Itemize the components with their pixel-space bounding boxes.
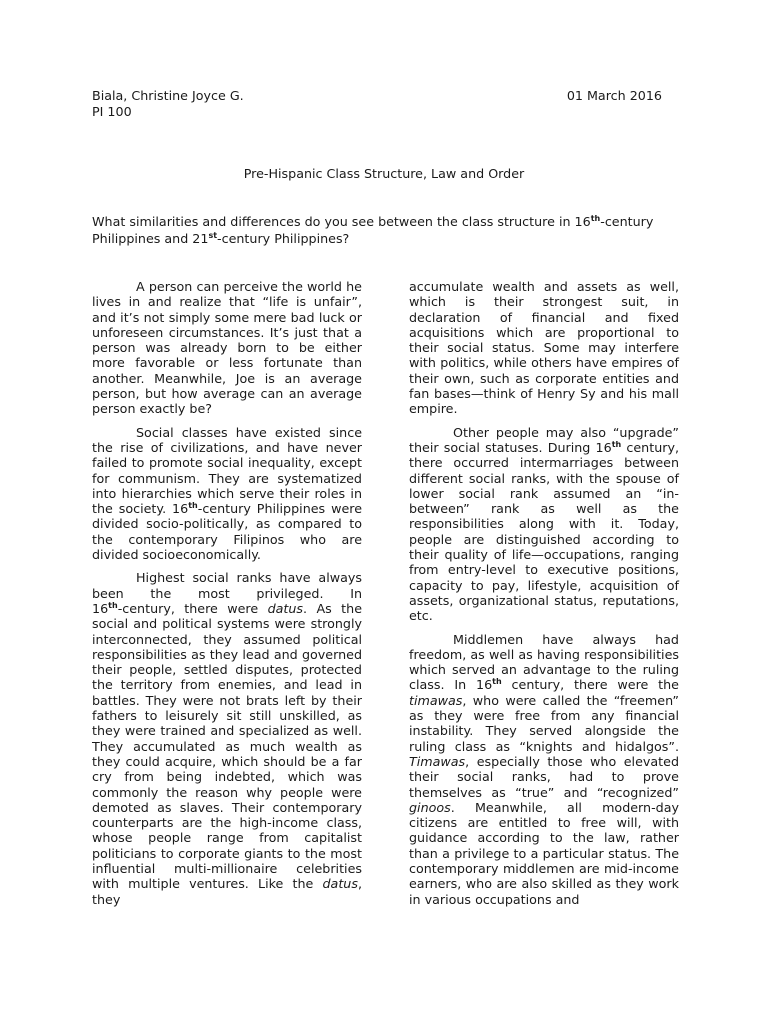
right-p2-text-a: Other people may also “upgrade” their social statuses. During 16 bbox=[409, 424, 679, 455]
left-paragraph-2 bbox=[92, 425, 362, 563]
right-p3-em-3: ginoos bbox=[409, 799, 451, 815]
left-p3-text-c: . As the social and political systems were strongly interconnected, they assumed political responsibilities as they lead and governed their people, settled disputes, protected the territory from enemies, and lead in battles. They were not brats left by their fathers to leisurely sit still unskilled, as they were trained and specialized as well. They accumulated as much wealth as they could acquire, which should be a far cry from being indebted, which was commonly the reason why people were demoted as slaves. Their contemporary counterparts are the high-income class, whose people range from capitalist politicians to corporate giants to the most influential multi-millionaire celebrities with multiple ventures. Like the bbox=[92, 600, 363, 892]
left-p3-em-2: datus bbox=[322, 876, 358, 892]
question-sup-2: st bbox=[208, 230, 218, 240]
right-paragraph-3 bbox=[409, 632, 679, 907]
right-p3-em-1: timawas bbox=[409, 692, 463, 708]
question-sup-1: th bbox=[590, 213, 601, 223]
right-p3-text-a: Middlemen have always had freedom, as well as having responsibilities which served an advantage to the ruling class. In 16 bbox=[409, 631, 679, 693]
right-p3-text-e: . Meanwhile, all modern-day citizens are entitled to free will, with guidance according to the law, rather than a privilege to a particular status. The contemporary middlemen are mid-income earners, who are also skilled as they work in various occupations and bbox=[409, 799, 679, 907]
right-p2-text-b: century, there occurred intermarriages between different social ranks, with the spouse of lower social rank assumed an “in-between” rank as well as the responsibilities along with it. Today, people are distinguished according to their quality of life—occupations, ranging from entry-level to executive positions, capacity to pay, lifestyle, acquisition of assets, organizational status, reputations, etc. bbox=[409, 439, 679, 624]
course-code: PI 100 bbox=[92, 104, 132, 119]
right-p3-text-c: , who were called the “freemen” as they were free from any financial instability. They served alongside the ruling class as “knights and hidalgos”. bbox=[409, 692, 679, 754]
document-title: Pre-Hispanic Class Structure, Law and Order bbox=[243, 166, 525, 181]
right-p3-sup: th bbox=[492, 677, 502, 687]
right-p3-em-2: Timawas bbox=[409, 753, 466, 769]
left-p3-text-b: -century, there were bbox=[117, 600, 268, 616]
right-p2-sup: th bbox=[611, 439, 622, 449]
left-p3-text-d: , they bbox=[92, 876, 362, 907]
left-p3-text-a: Highest social ranks have always been the most privileged. In 16 bbox=[92, 570, 362, 616]
question-text-c: -century Philippines? bbox=[217, 231, 350, 246]
left-p2-text-b: -century Philippines were divided socio-politically, as compared to the contemporary Filipinos who are divided socioeconomically. bbox=[92, 501, 362, 563]
left-paragraph-3 bbox=[92, 570, 362, 907]
essay-question bbox=[92, 213, 682, 247]
left-p3-sup: th bbox=[108, 600, 118, 610]
left-p3-em-1: datus bbox=[267, 600, 304, 616]
right-paragraph-2 bbox=[409, 425, 679, 624]
left-p2-text-a: Social classes have existed since the rise of civilizations, and have never failed to promote social inequality, except for communism. They are systematized into hierarchies which serve their roles in the society. 16 bbox=[92, 424, 362, 517]
right-paragraph-1: accumulate wealth and assets as well, which is their strongest suit, in declaration of financial and fixed acquisitions which are proportional to their social status. Some may interfere with politics, while others have empires of their own, such as corporate entities and fan bases—think of Henry Sy and his mall empire. bbox=[409, 279, 679, 417]
left-column bbox=[92, 279, 362, 915]
right-p3-text-d: , especially those who elevated their social ranks, had to prove themselves as “true” and “recognized” bbox=[409, 753, 679, 800]
left-p2-sup: th bbox=[188, 500, 198, 510]
right-column bbox=[409, 279, 679, 915]
left-paragraph-1: A person can perceive the world he lives in and realize that “life is unfair”, and it’s not simply some mere bad luck or unforeseen circumstances. It’s just that a person was already born to be either more favorable or less fortunate than another. Meanwhile, Joe is an average person, but how average can an average person exactly be? bbox=[92, 279, 362, 417]
author-name: Biala, Christine Joyce G. bbox=[92, 88, 244, 103]
question-text-b: -century Philippines and 21 bbox=[92, 214, 654, 246]
question-text-a: What similarities and differences do you see between the class structure in 16 bbox=[92, 214, 591, 229]
right-p3-text-b: century, there were the bbox=[501, 677, 679, 693]
document-date: 01 March 2016 bbox=[566, 88, 662, 103]
